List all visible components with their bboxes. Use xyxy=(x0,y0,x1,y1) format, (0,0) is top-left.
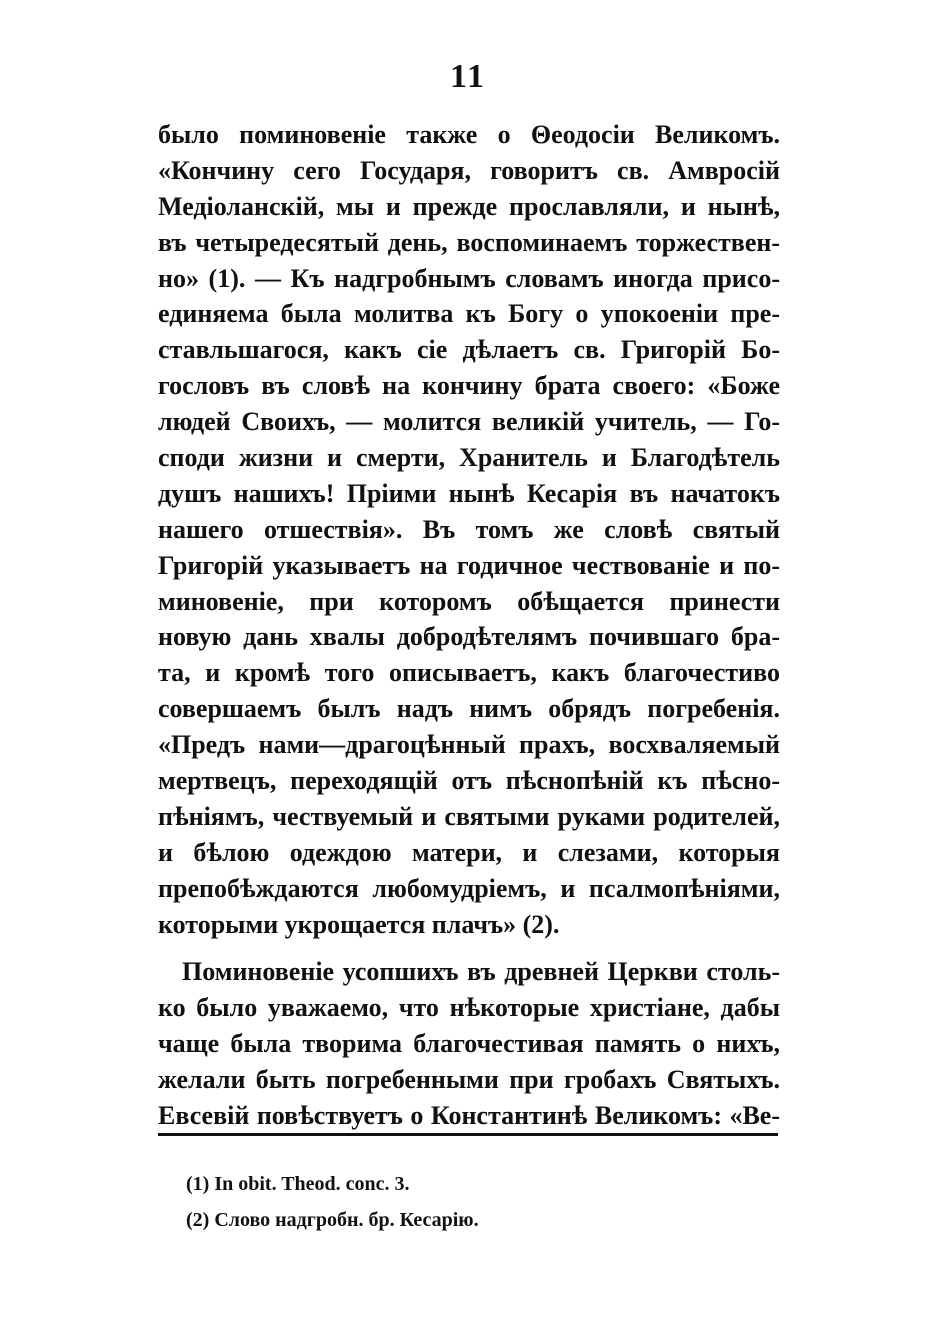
text-line: препобѣждаются любомудріемъ, и псалмопѣніями, xyxy=(158,873,780,903)
text-line: нашего отшествія». Въ томъ же словѣ святый xyxy=(158,514,780,544)
text-line: миновеніе, при которомъ обѣщается принести xyxy=(158,586,780,616)
text-line: ставльшагося, какъ сіе дѣлаетъ св. Григорій Бо- xyxy=(158,335,780,365)
text-line: людей Своихъ, — молится великій учитель, — Го- xyxy=(158,407,780,437)
footnote-divider xyxy=(158,1133,778,1136)
body-text xyxy=(158,117,780,1134)
text-line: душъ нашихъ! Пріими нынѣ Кесарія въ начатокъ xyxy=(158,478,780,508)
text-line: пѣніямъ, чествуемый и святыми руками родителей, xyxy=(158,801,780,831)
text-line: въ четыредесятый день, воспоминаемъ торжествен- xyxy=(158,227,780,257)
text-line: ко было уважаемо, что нѣкоторые христіане, дабы xyxy=(158,993,780,1023)
text-line: было поминовеніе также о Θеодосіи Великомъ. xyxy=(158,120,780,149)
text-line: «Кончину сего Государя, говоритъ св. Амвросій xyxy=(158,155,780,185)
text-line: споди жизни и смерти, Хранитель и Благодѣтель xyxy=(158,443,780,473)
paragraph-1 xyxy=(158,117,780,942)
text-line: мертвецъ, переходящій отъ пѣснопѣній къ пѣсно- xyxy=(158,766,780,796)
text-line: единяема была молитва къ Богу о упокоеніи пре- xyxy=(158,299,780,329)
paragraph-gap xyxy=(158,942,780,954)
text-line: «Предъ нами—драгоцѣнный прахъ, восхваляемый xyxy=(158,730,780,760)
paragraph-2 xyxy=(158,954,780,1133)
text-line: гословъ въ словѣ на кончину брата своего: «Боже xyxy=(158,371,780,401)
text-line: Поминовеніе усопшихъ въ древней Церкви столь- xyxy=(182,957,780,987)
text-line: но» (1). — Къ надгробнымъ словамъ иногда присо- xyxy=(158,263,780,293)
text-line: Медіоланскій, мы и прежде прославляли, и нынѣ, xyxy=(158,191,780,221)
text-line: Евсевій повѣствуетъ о Константинѣ Великомъ: «Ве- xyxy=(158,1101,780,1131)
page-number: 11 xyxy=(449,58,487,95)
text-line: новую дань хвалы добродѣтелямъ почившаго бра- xyxy=(158,622,780,652)
text-line: та, и кромѣ того описываетъ, какъ благочестиво xyxy=(158,658,780,688)
text-line: чаще была творима благочестивая память о нихъ, xyxy=(158,1029,780,1059)
footnotes xyxy=(186,1166,746,1238)
text-line: и бѣлою одеждою матери, и слезами, которыя xyxy=(158,837,780,867)
text-line: совершаемъ былъ надъ нимъ обрядъ погребенія. xyxy=(158,694,780,724)
footnote-1: (1) In obit. Theod. conc. 3. xyxy=(186,1173,410,1195)
text-line: желали быть погребенными при гробахъ Святыхъ. xyxy=(158,1065,780,1095)
text-line: которыми укрощается плачъ» (2). xyxy=(158,909,560,939)
text-line: Григорій указываетъ на годичное чествованіе и по- xyxy=(158,550,780,580)
footnote-2: (2) Слово надгробн. бр. Кесарію. xyxy=(186,1209,479,1231)
